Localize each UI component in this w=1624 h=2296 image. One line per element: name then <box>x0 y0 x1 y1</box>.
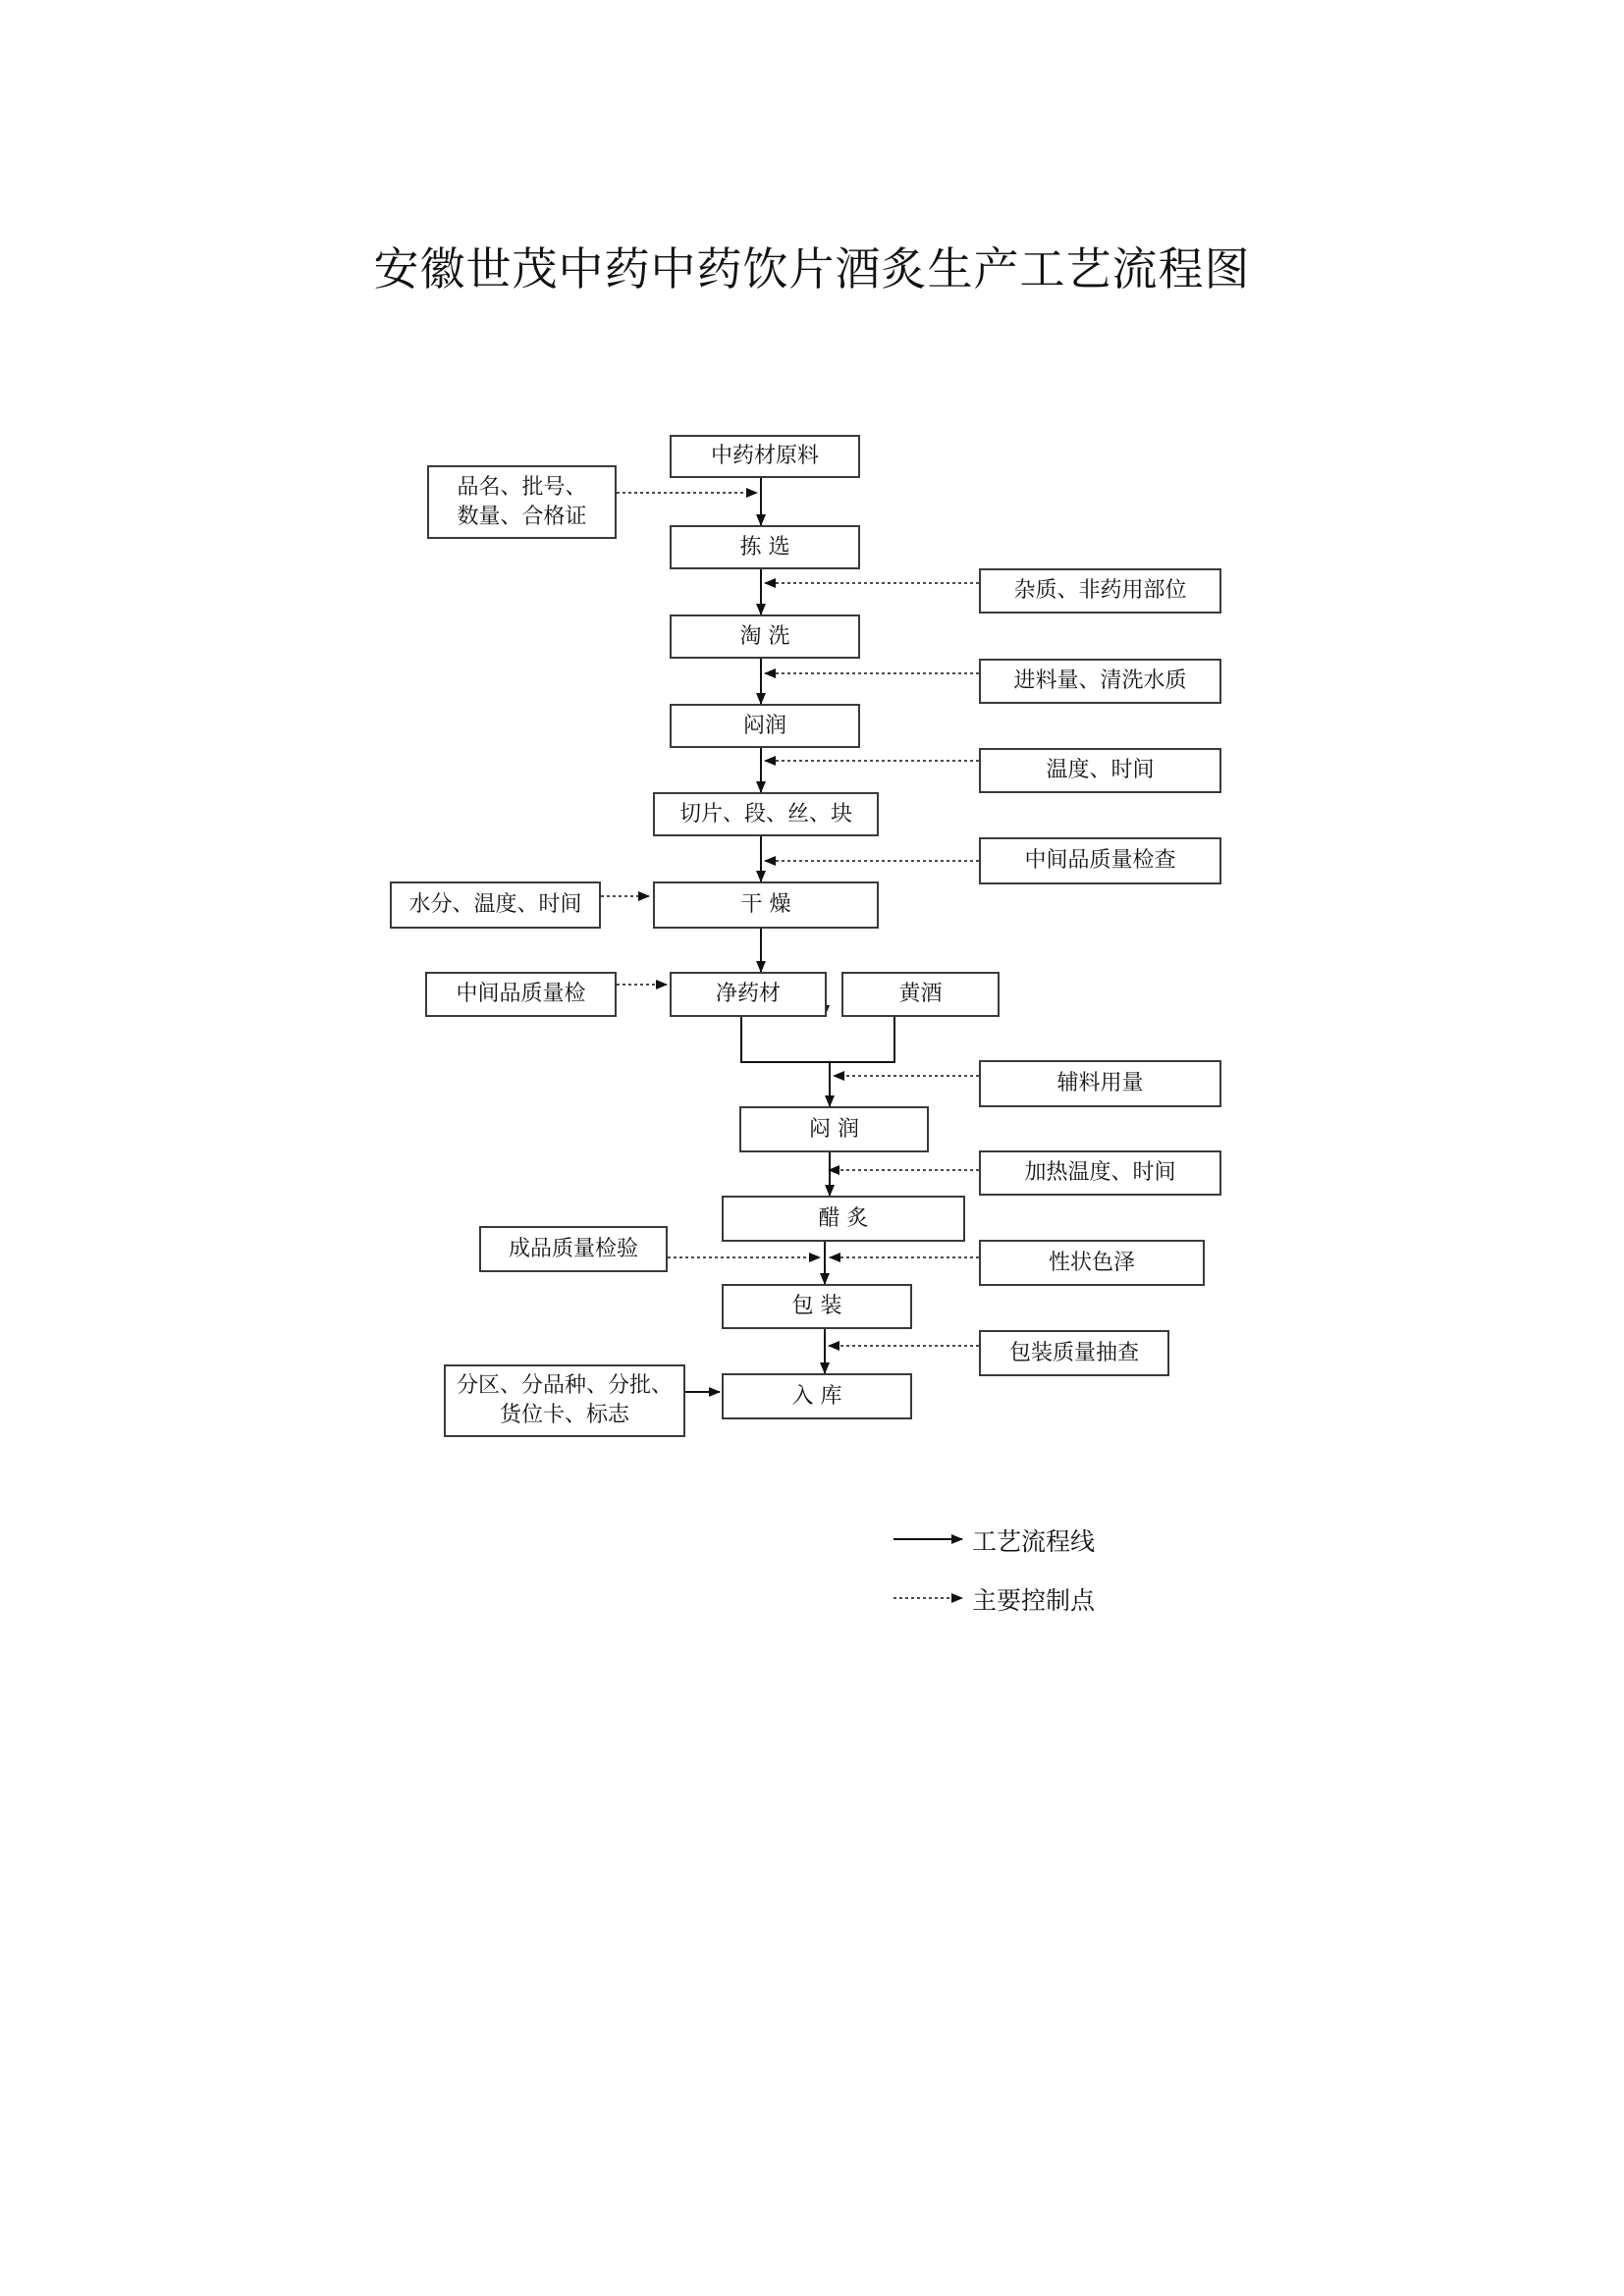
legend-solid-label: 工艺流程线 <box>972 1527 1096 1556</box>
step-picking: 拣 选 <box>670 525 860 569</box>
step-raw-material: 中药材原料 <box>670 435 860 478</box>
step-storage: 入 库 <box>722 1373 912 1419</box>
step-clean-herb: 净药材 <box>670 972 827 1017</box>
step-washing: 淘 洗 <box>670 614 860 659</box>
control-raw-info: 品名、批号、 数量、合格证 <box>427 465 617 539</box>
legend-dotted-label: 主要控制点 <box>972 1586 1096 1615</box>
merge-bracket <box>741 1016 894 1062</box>
step-packing: 包 装 <box>722 1284 912 1329</box>
control-midcheck-1: 中间品质量检查 <box>979 837 1221 884</box>
step-roasting: 醋 炙 <box>722 1196 965 1242</box>
control-moisture: 水分、温度、时间 <box>390 881 601 929</box>
step-cutting: 切片、段、丝、块 <box>653 792 879 836</box>
step-soaking-1: 闷润 <box>670 704 860 748</box>
control-heat-time: 加热温度、时间 <box>979 1150 1221 1196</box>
step-drying: 干 燥 <box>653 881 879 929</box>
control-storage-zoning: 分区、分品种、分批、 货位卡、标志 <box>444 1364 685 1437</box>
control-final-inspection: 成品质量检验 <box>479 1226 668 1272</box>
control-temp-time-1: 温度、时间 <box>979 748 1221 793</box>
control-aux-amount: 辅料用量 <box>979 1060 1221 1107</box>
control-midcheck-2: 中间品质量检 <box>425 972 617 1017</box>
step-yellow-wine: 黄酒 <box>841 972 1000 1017</box>
control-wash-water: 进料量、清洗水质 <box>979 659 1221 704</box>
page-title: 安徽世茂中药中药饮片酒炙生产工艺流程图 <box>373 242 1251 295</box>
control-color-property: 性状色泽 <box>979 1240 1205 1286</box>
control-impurities: 杂质、非药用部位 <box>979 568 1221 614</box>
step-soaking-2: 闷 润 <box>739 1106 929 1152</box>
control-pack-sampling: 包装质量抽查 <box>979 1330 1169 1376</box>
